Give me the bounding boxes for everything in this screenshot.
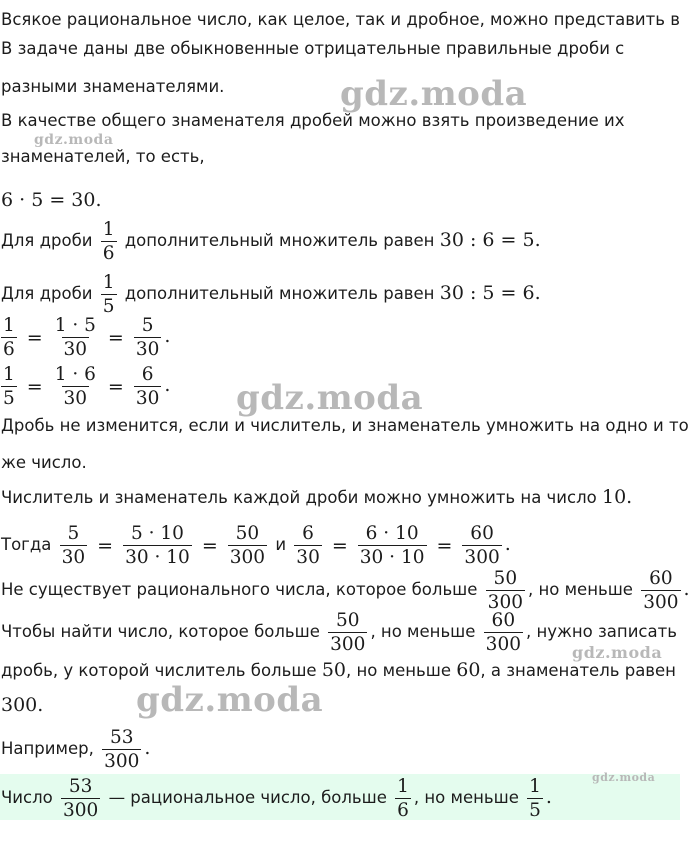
- frac-num: 6 · 10: [365, 523, 419, 544]
- line15-math: 60: [456, 659, 481, 681]
- line7-math: 30 : 6 = 5.: [439, 229, 541, 251]
- frac-den: 5: [529, 800, 541, 821]
- frac-den: 300: [487, 592, 523, 613]
- watermark: gdz.moda: [136, 680, 324, 720]
- line15-text: , а знаменатель равен: [480, 661, 676, 680]
- answer-prefix: Число: [1, 788, 53, 807]
- line15-math: 50: [321, 659, 346, 681]
- line12-and: и: [275, 535, 287, 554]
- fraction: [134, 365, 162, 408]
- frac-num: 5: [67, 523, 80, 544]
- frac-den: 30 · 10: [359, 547, 425, 568]
- frac-num: 60: [649, 568, 673, 589]
- fraction: [484, 611, 523, 654]
- line8-prefix: Для дроби: [1, 284, 93, 303]
- equals-sign: =: [107, 375, 124, 398]
- text-line-13: Не существует рационального числа, которое больше $\frac{50}{300}$ , но меньше $\frac{60}{300}$ .: [1, 568, 690, 613]
- frac-den: 300: [104, 751, 140, 772]
- equals-sign: =: [201, 534, 218, 557]
- fraction: [294, 524, 322, 567]
- line14-text: Чтобы найти число, которое больше: [1, 622, 320, 641]
- line13-text: Не существует рационального числа, которое больше: [1, 580, 478, 599]
- watermark: gdz.moda: [236, 378, 424, 418]
- frac-num: 50: [336, 610, 360, 631]
- product-equation: 6 · 5 = 30.: [1, 189, 102, 211]
- fraction: [328, 611, 367, 654]
- watermark: gdz.moda: [572, 643, 663, 662]
- fraction: [123, 524, 192, 567]
- fraction: [1, 316, 17, 359]
- watermark: gdz.moda: [34, 132, 114, 148]
- equals-sign: =: [107, 326, 124, 349]
- frac-num: 6: [302, 523, 314, 544]
- line13-mid: , но меньше: [527, 580, 633, 599]
- frac-num: 1: [397, 776, 409, 797]
- frac-num: 60: [491, 610, 516, 631]
- text-line-7: [1, 216, 541, 265]
- answer-text: , но меньше: [413, 788, 519, 807]
- line15-text: дробь, у которой числитель больше: [1, 661, 317, 680]
- line7-prefix: Для дроби: [1, 231, 93, 250]
- answer-line: Число $\frac{53}{300}$ — рациональное число, больше $\frac{1}{6}$ , но меньше $\frac{1}{5}$ .: [1, 776, 552, 821]
- fraction: [462, 524, 501, 567]
- text-line-1: Всякое рациональное число, как целое, так и дробное, можно представить в: [1, 10, 680, 29]
- fraction: [53, 365, 98, 408]
- line8-text: дополнительный множитель равен: [124, 284, 435, 303]
- frac-num: 53: [109, 727, 134, 748]
- frac-num: 60: [470, 523, 494, 544]
- frac-num: 1: [3, 315, 15, 336]
- text-line-10: же число.: [1, 453, 87, 472]
- text-line-9: Дробь не изменится, если и числитель, и знаменатель умножить на одно и то: [1, 416, 689, 435]
- frac-num: 6: [141, 364, 154, 385]
- line15-text: , но меньше: [346, 661, 451, 680]
- fraction: [53, 316, 98, 359]
- frac-den: 6: [102, 243, 115, 264]
- example-line: Например, $\frac{53}{300}$ .: [1, 727, 151, 772]
- frac-den: 5: [102, 296, 115, 317]
- answer-text: — рациональное число, больше: [108, 788, 387, 807]
- frac-den: 30: [61, 547, 86, 568]
- frac-den: 300: [485, 634, 521, 655]
- equals-sign: =: [331, 534, 348, 557]
- frac-den: 30: [135, 388, 160, 409]
- watermark: gdz.moda: [592, 771, 656, 784]
- equation-1: $\frac{1}{6}$ = $\frac{1 \cdot 5}{30}$ = $\frac{5}{30}$ .: [3, 315, 171, 360]
- fraction: [527, 777, 543, 820]
- watermark: gdz.moda: [340, 74, 528, 114]
- frac-num: 1: [529, 776, 541, 797]
- frac-num: 50: [235, 523, 260, 544]
- text-line-11: [1, 487, 632, 508]
- frac-num: 1 · 6: [54, 364, 96, 385]
- fraction: [102, 728, 141, 771]
- text-line-8: [1, 269, 541, 318]
- text-line-4: В качестве общего знаменателя дробей можно взять произведение их: [1, 111, 625, 130]
- frac-den: 5: [3, 388, 15, 409]
- line11-math: 10.: [601, 486, 633, 508]
- fraction: [395, 777, 411, 820]
- frac-den: 30: [135, 339, 160, 360]
- fraction: [486, 569, 525, 612]
- fraction: [134, 316, 162, 359]
- line11-text: Числитель и знаменатель каждой дроби можно умножить на число: [1, 488, 597, 507]
- frac-num: 1: [102, 219, 115, 240]
- frac-den: 300: [464, 547, 500, 568]
- frac-den: 30 · 10: [125, 547, 190, 568]
- equals-sign: =: [97, 534, 114, 557]
- equals-sign: =: [436, 534, 453, 557]
- frac-den: 6: [3, 339, 15, 360]
- equals-sign: =: [26, 375, 43, 398]
- frac-den: 300: [229, 547, 266, 568]
- frac-den: 300: [330, 634, 366, 655]
- frac-num: 53: [68, 776, 93, 797]
- frac-den: 300: [643, 592, 679, 613]
- line14-post: , нужно записать: [525, 622, 677, 641]
- line8-math: 30 : 5 = 6.: [439, 282, 541, 304]
- frac-num: 1: [3, 364, 15, 385]
- frac-den: 6: [397, 800, 409, 821]
- frac-num: 1: [102, 272, 115, 293]
- text-line-2: В задаче даны две обыкновенные отрицательные правильные дроби с: [1, 39, 625, 58]
- line7-text: дополнительный множитель равен: [124, 231, 435, 250]
- frac-den: 30: [63, 388, 88, 409]
- equation-2: $\frac{1}{5}$ = $\frac{1 \cdot 6}{30}$ = $\frac{6}{30}$ .: [3, 364, 171, 409]
- fraction: [228, 524, 267, 567]
- frac-den: 300: [63, 800, 99, 821]
- text-line-5: знаменателей, то есть,: [1, 147, 205, 166]
- frac-num: 1 · 5: [54, 315, 96, 336]
- frac-den: 30: [296, 547, 320, 568]
- line12-prefix: Тогда: [1, 535, 52, 554]
- frac-num: 5 · 10: [130, 523, 184, 544]
- line14-mid: , но меньше: [370, 622, 476, 641]
- fraction: [641, 569, 680, 612]
- text-line-16: 300.: [1, 694, 44, 716]
- fraction: [61, 777, 100, 820]
- text-line-12: Тогда $\frac{5}{30}$ = $\frac{5 \cdot 10}{30 \cdot 10}$ = $\frac{50}{300}$ и $\frac{6}{30}$ = $\frac{6 \cdot 10}{30 \cdot 10}$ = $\frac{60}{300}$ .: [1, 523, 511, 568]
- text-line-3: разными знаменателями.: [1, 77, 225, 96]
- fraction-one-fifth: [101, 273, 117, 316]
- example-prefix: Например,: [1, 739, 94, 758]
- frac-den: 30: [63, 339, 88, 360]
- fraction-one-sixth: [101, 220, 117, 263]
- fraction: [60, 524, 88, 567]
- text-line-15: [1, 660, 676, 681]
- fraction: [1, 365, 17, 408]
- frac-num: 5: [141, 315, 154, 336]
- fraction: [358, 524, 427, 567]
- frac-num: 50: [493, 568, 518, 589]
- equals-sign: =: [26, 326, 43, 349]
